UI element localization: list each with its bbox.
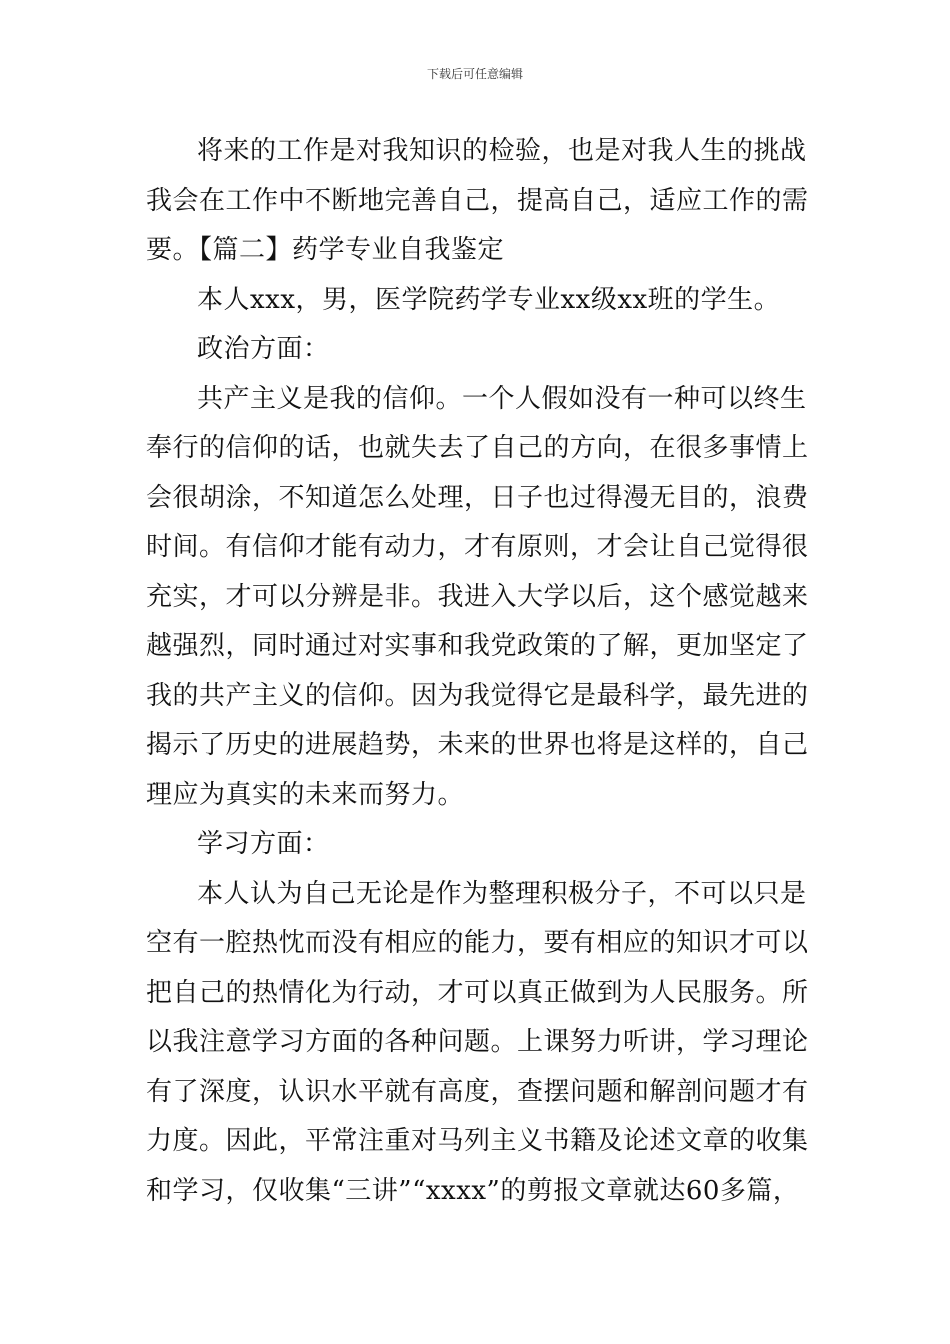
text-line: 共产主义是我的信仰。一个人假如没有一种可以终生 [197, 383, 807, 414]
document-body [146, 127, 818, 1216]
text-line: 越强烈，同时通过对实事和我党政策的了解，更加坚定了 [146, 631, 809, 661]
section-heading-study: 学习方面： [197, 829, 330, 859]
text-line: 要。【篇二】药学专业自我鉴定 [146, 235, 505, 265]
page-header: 下载后可任意编辑 [426, 67, 523, 81]
text-line: 我会在工作中不断地完善自己，提高自己，适应工作的需 [146, 185, 809, 216]
text-line: 以我注意学习方面的各种问题。上课努力听讲，学习理论 [146, 1027, 809, 1057]
text-line: 将来的工作是对我知识的检验，也是对我人生的挑战 [197, 136, 807, 166]
text-line: 时间。有信仰才能有动力，才有原则，才会让自己觉得很 [146, 532, 809, 562]
text-line: 本人认为自己无论是作为整理积极分子，不可以只是 [197, 878, 807, 909]
text-line: 有了深度，认识水平就有高度，查摆问题和解剖问题才有 [146, 1076, 809, 1107]
text-line: 力度。因此，平常注重对马列主义书籍及论述文章的收集 [146, 1126, 809, 1156]
text-line: 揭示了历史的进展趋势，未来的世界也将是这样的，自己 [146, 730, 809, 760]
text-line: 我的共产主义的信仰。因为我觉得它是最科学，最先进的 [146, 680, 809, 711]
text-line: 理应为真实的未来而努力。 [146, 779, 465, 810]
text-line: 奉行的信仰的话，也就失去了自己的方向，在很多事情上 [146, 433, 809, 463]
text-line: 会很胡涂，不知道怎么处理，日子也过得漫无目的，浪费 [146, 482, 809, 513]
text-line: 本人xxx，男，医学院药学专业xx级xx班的学生。 [197, 284, 781, 315]
section-heading-politics: 政治方面： [197, 334, 330, 364]
text-line: 空有一腔热忱而没有相应的能力，要有相应的知识才可以 [146, 928, 809, 958]
text-line: 和学习，仅收集“三讲”“xxxx”的剪报文章就达60多篇， [146, 1175, 800, 1206]
text-line: 充实，才可以分辨是非。我进入大学以后，这个感觉越来 [146, 581, 809, 612]
text-line: 把自己的热情化为行动，才可以真正做到为人民服务。所 [146, 977, 809, 1008]
